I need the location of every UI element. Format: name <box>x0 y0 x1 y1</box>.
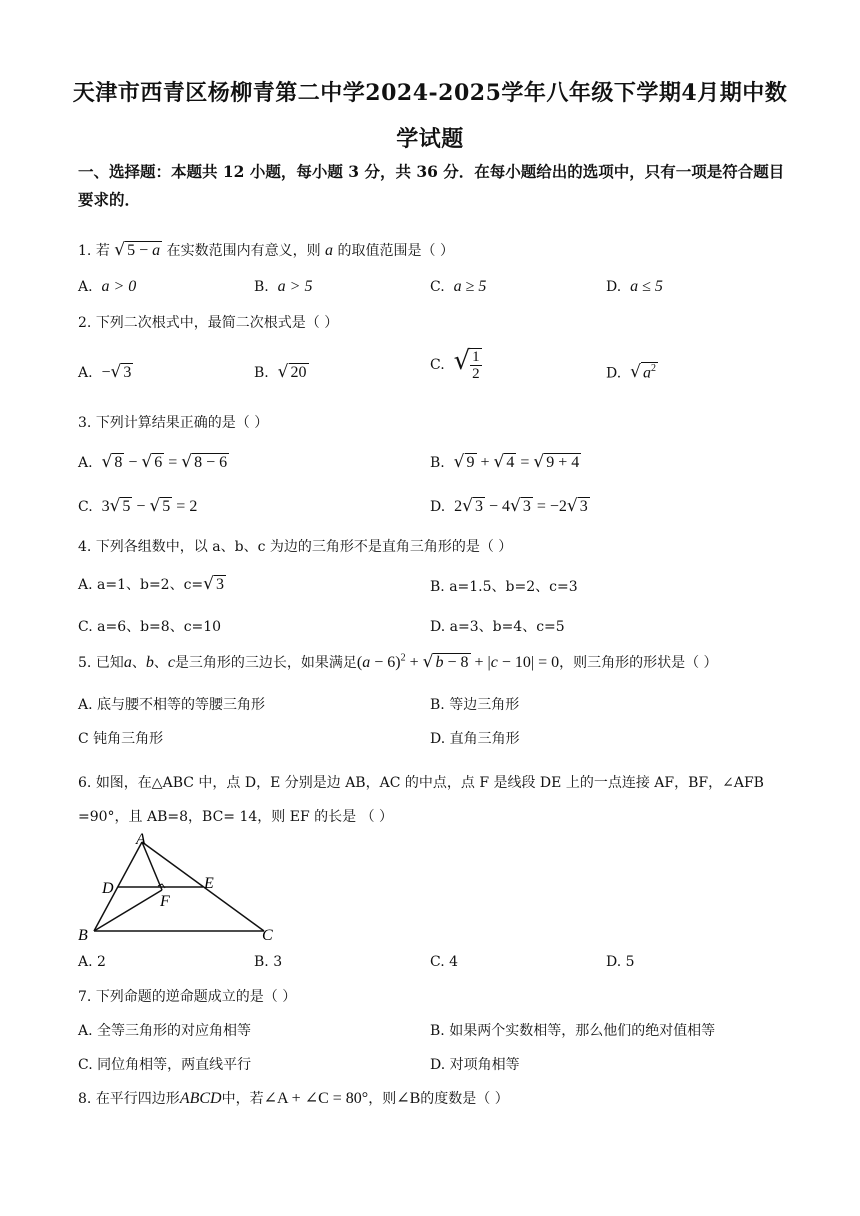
label-c: C <box>262 927 273 944</box>
q4-option-a: A. a=1、b=2、c=√ 3 <box>78 574 225 594</box>
question-1: 1. 若 √ 5 − a 在实数范围内有意义，则 a 的取值范围是（ ） <box>78 240 454 260</box>
q5-option-d: D. 直角三角形 <box>430 731 520 747</box>
q3-option-d: D. 2√ 3 − 4√ 3 = −2√ 3 <box>430 496 588 516</box>
page-title-line2: 学试题 <box>396 126 464 152</box>
q2-option-d: D. √ $a^2$ <box>606 362 656 383</box>
label-d: D <box>102 880 114 897</box>
question-5: 5. 已知a、b、c是三角形的三边长，如果满足$(a - 6)^2$ + √ b − 8 + |c − 10| = 0，则三角形的形状是（ ） <box>78 652 718 672</box>
q3-option-c: C. 3√ 5 − √ 5 = 2 <box>78 496 198 516</box>
q5-option-c: C 钝角三角形 <box>78 731 164 747</box>
q7-option-a: A. 全等三角形的对应角相等 <box>78 1023 252 1039</box>
question-4: 4. 下列各组数中，以 a、b、c 为边的三角形不是直角三角形的是（ ） <box>78 539 513 555</box>
q7-option-b: B. 如果两个实数相等，那么他们的绝对值相等 <box>430 1023 716 1039</box>
question-8: 8. 在平行四边形ABCD中，若∠A + ∠C = 80°，则∠B的度数是（ ） <box>78 1090 509 1107</box>
q4-option-c: C. a=6、b=8、c=10 <box>78 619 222 635</box>
q1-option-d: D. a ≤ 5 <box>606 278 663 295</box>
q1-option-c: C. a ≥ 5 <box>430 278 487 295</box>
q6-option-c: C. 4 <box>430 954 459 970</box>
label-a: A <box>136 831 146 848</box>
q5-option-a: A. 底与腰不相等的等腰三角形 <box>78 697 266 713</box>
page-title-line1: 天津市西青区杨柳青第二中学2024-2025学年八年级下学期4月期中数 <box>72 80 788 106</box>
label-e: E <box>204 875 214 892</box>
q4-option-b: B. a=1.5、b=2、c=3 <box>430 579 578 595</box>
q2-option-b: B. √ 20 <box>254 362 307 382</box>
q4-option-d: D. a=3、b=4、c=5 <box>430 619 565 635</box>
section-heading: 一、选择题：本题共 12 小题，每小题 3 分，共 36 分．在每小题给出的选项中，只有一项是符合题目要求的． <box>78 162 785 209</box>
question-2: 2. 下列二次根式中，最简二次根式是（ ） <box>78 315 339 331</box>
q1-option-a: A. a > 0 <box>78 278 137 295</box>
q2-option-c: C. √ $\frac{1}{2}$ <box>430 346 480 383</box>
q3-option-a: A. √ 8 − √ 6 = √ 8 − 6 <box>78 452 228 472</box>
question-6-line1: 6. 如图，在△ABC 中，点 D，E 分别是边 AB，AC 的中点，点 F 是线段 DE 上的一点连接 AF，BF，∠AFB <box>78 775 764 791</box>
q6-option-d: D. 5 <box>606 954 635 970</box>
q6-option-b: B. 3 <box>254 954 283 970</box>
q7-option-d: D. 对项角相等 <box>430 1057 520 1073</box>
q6-option-a: A. 2 <box>78 954 106 970</box>
q1-option-b: B. a > 5 <box>254 278 313 295</box>
q7-option-c: C. 同位角相等，两直线平行 <box>78 1057 252 1073</box>
q5-option-b: B. 等边三角形 <box>430 697 520 713</box>
question-6-line2: =90°，且 AB=8，BC= 14，则 EF 的长是 （ ） <box>78 809 394 825</box>
question-7: 7. 下列命题的逆命题成立的是（ ） <box>78 989 297 1005</box>
label-f: F <box>160 893 170 910</box>
q2-option-a: A. −√ 3 <box>78 362 132 382</box>
question-3: 3. 下列计算结果正确的是（ ） <box>78 415 269 431</box>
q3-option-b: B. √ 9 + √ 4 = √ 9 + 4 <box>430 452 580 472</box>
sqrt-5-minus-a: √ 5 − a <box>114 240 161 260</box>
label-b: B <box>78 927 88 944</box>
triangle-figure <box>74 830 294 945</box>
